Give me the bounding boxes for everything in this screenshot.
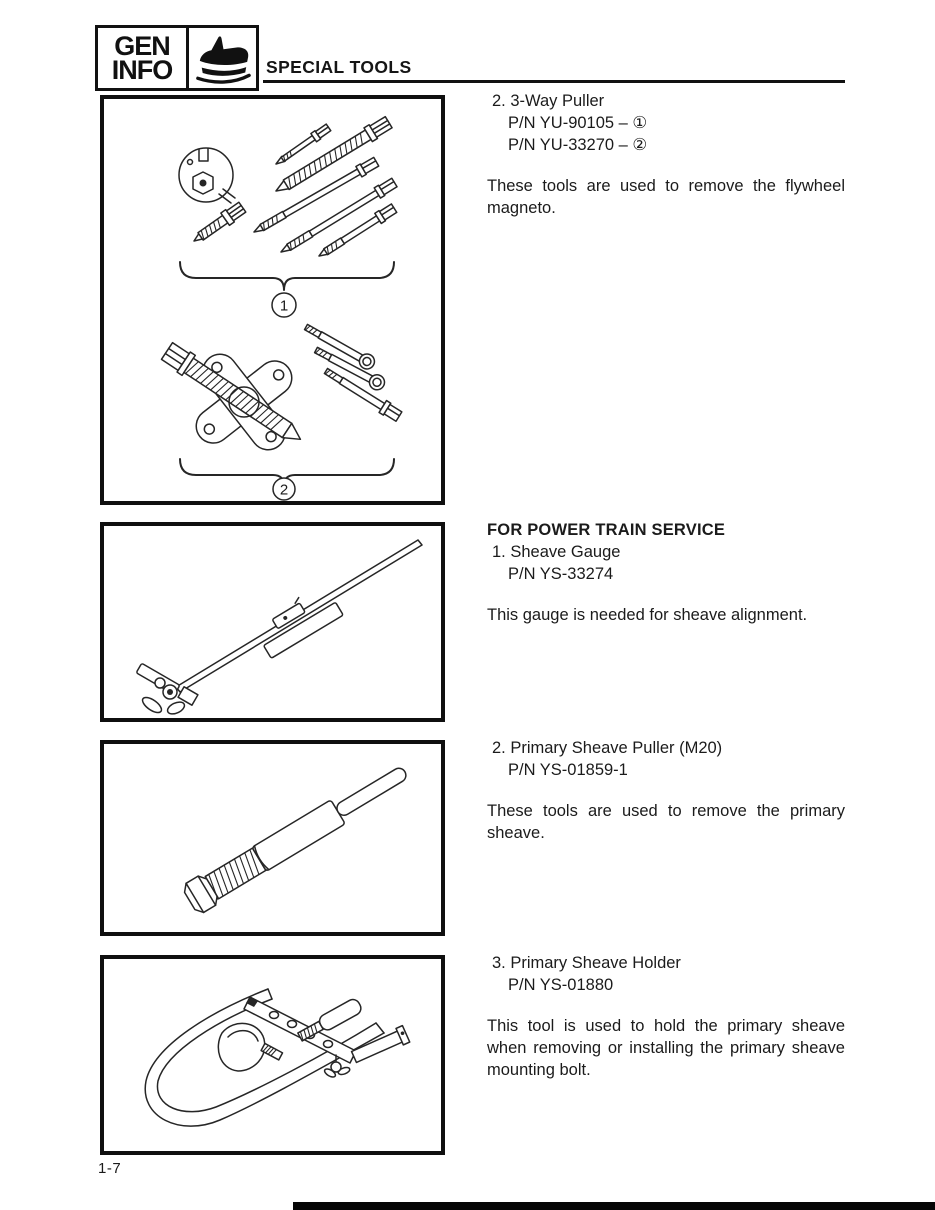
part-number: P/N YS-01859-1 <box>508 761 628 779</box>
bolt-c <box>316 203 398 261</box>
badge-line1: GEN <box>114 30 170 61</box>
part-number: P/N YU-33270 – ② <box>508 136 648 154</box>
item-title: 2. 3-Way Puller <box>492 92 605 110</box>
badge-line2: INFO <box>111 55 173 85</box>
section-sheave-puller <box>487 737 845 844</box>
part-number: P/N YU-90105 – ① <box>508 114 648 132</box>
description: This gauge is needed for sheave alignment. <box>487 606 808 624</box>
section-flywheel-puller <box>487 90 845 219</box>
page-number: 1-7 <box>98 1160 122 1177</box>
figure-primary-sheave-holder <box>100 955 445 1155</box>
brace-1 <box>180 262 394 290</box>
figure-primary-sheave-puller <box>100 740 445 936</box>
short-bolt <box>190 201 247 247</box>
puller-plate <box>179 148 235 203</box>
primary-sheave-puller-illustration <box>104 744 441 932</box>
page-title: SPECIAL TOOLS <box>266 57 412 77</box>
figure-3way-puller <box>100 95 445 505</box>
sheave-gauge-illustration <box>104 526 441 718</box>
figure-label-1: 1 <box>279 297 289 315</box>
scan-artifact-bar <box>293 1202 935 1210</box>
cross-puller-shaft <box>160 341 307 449</box>
section-power-train <box>487 519 845 626</box>
title-rule <box>263 80 845 83</box>
puller-tool <box>181 757 414 915</box>
figure-label-2: 2 <box>279 481 289 499</box>
snowmobile-icon <box>189 28 256 88</box>
figure-sheave-gauge <box>100 522 445 722</box>
gen-info-label <box>98 28 189 88</box>
description: These tools are used to remove the flywheel magneto. <box>487 177 845 217</box>
part-number: P/N YS-01880 <box>508 976 614 994</box>
item-title: 1. Sheave Gauge <box>492 543 621 561</box>
gauge-wing-nut <box>136 663 198 716</box>
holder-handle <box>350 1026 409 1066</box>
item-title: 3. Primary Sheave Holder <box>492 954 681 972</box>
description: This tool is used to hold the primary sheave when removing or installing the primary sheave mounting bolt. <box>487 1017 845 1079</box>
description: These tools are used to remove the primary sheave. <box>487 802 845 842</box>
part-number: P/N YS-33274 <box>508 565 614 583</box>
gen-info-badge <box>95 25 259 91</box>
item-title: 2. Primary Sheave Puller (M20) <box>492 739 723 757</box>
holder-knob <box>218 1023 282 1071</box>
section-heading: FOR POWER TRAIN SERVICE <box>487 521 726 539</box>
section-sheave-holder <box>487 952 845 1081</box>
primary-sheave-holder-illustration <box>104 959 441 1151</box>
three-way-puller-illustration <box>104 99 441 501</box>
